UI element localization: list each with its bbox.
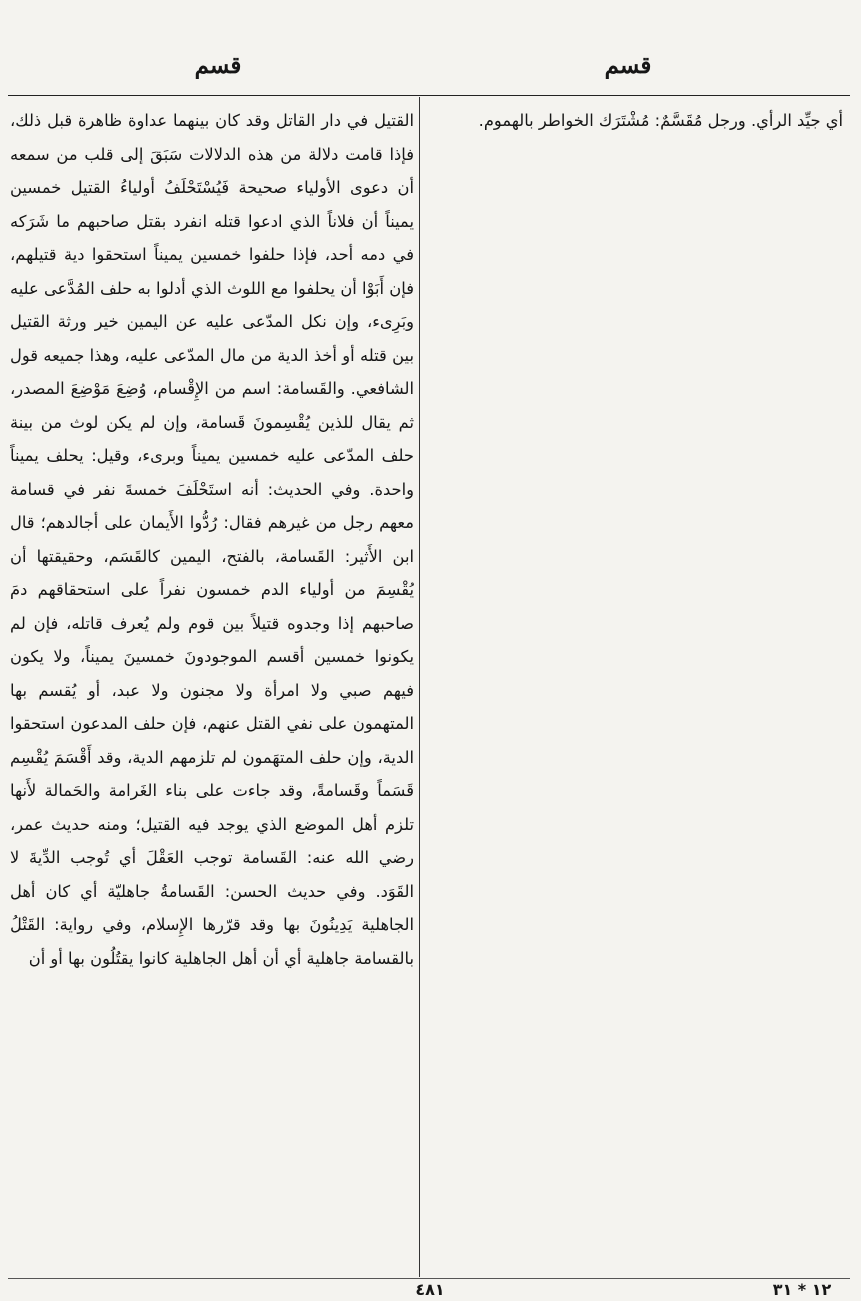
column-divider — [419, 97, 420, 1277]
paragraph: القتيل في دار القاتل وقد كان بينهما عداوة ظاهرة قبل ذلك، فإذا قامت دلالة من هذه الدلالات سَبَقَ إلى قلب من سمعه أن دعوى الأولياء صحيحة فَيُسْتَحْلَفُ أولياءُ القتيل خمسين يميناً أن فلاناً الذي ادعوا قتله انفرد بقتل صاحبهم ما شَرَكه في دمه أحد، فإذا حلفوا خمسين يميناً استحقوا دية قتيلهم، فإن أَبَوْا أن يحلفوا مع اللوث الذي أدلوا به حلف المُدَّعى عليه وبَرِىء، وإن نكل المدّعى عليه عن اليمين خير ورثة القتيل بين قتله أو أخذ الدية من مال المدّعى عليه، وهذا جميعه قول الشافعي. والقَسامة: اسم من الإِقْسام، وُضِعَ مَوْضِعَ المصدر، ثم يقال للذين يُقْسِمونَ قَسامة، وإن لم يكن لوث من بينة حلف المدّعى عليه خمسين يميناً وبرىء، وقيل: يحلف يميناً واحدة. وفي الحديث: أنه استَحْلَفَ خمسةَ نفر في قسامة معهم رجل من غيرهم فقال: رُدُّوا الأَيمان على أجالدهم؛ قال ابن الأَثير: القَسامة، بالفتح، اليمين كالقَسَم، وحقيقتها أن يُقْسِمَ من أولياء الدم خمسون نفراً على استحقاقهم دمَ صاحبهم إذا وجدوه قتيلاً بين قوم ولم يُعرف قاتله، فإن لم يكونوا خمسين أقسم الموجودونَ خمسينَ يميناً، ولا يكون فيهم صبي ولا امرأة ولا مجنون ولا عبد، أو يُقسم بها المتهمون على نفي القتل عنهم، فإن حلف المدعون استحقوا الدية، وإن حلف المتهَمون لم تلزمهم الدية، وقد أَقْسَمَ يُقْسِم قَسَماً وقَسامةً، وقد جاءت على بناء الغَرامة والحَمالة لأَنها تلزم أهل الموضع الذي يوجد فيه القتيل؛ ومنه حديث عمر، رضي الله عنه: القَسامة توجب العَقْلَ أي تُوجب الدِّيةَ لا القَوَد. وفي حديث الحسن: القَسامةُ جاهليّة أي كان أهل الجاهلية يَدِينُونَ بها وقد قرّرها الإِسلام، وفي رواية: القَتْلُ بالقسامة جاهلية أي أن أهل الجاهلية كانوا يقتُلُون بها أو أن — [10, 111, 414, 968]
paragraph: أي جيِّد الرأي. ورجل مُقَسَّمٌ: مُشْتَرَك الخواطر بالهموم. — [478, 111, 843, 130]
code-reference: ١٢ * ٣١ — [772, 1280, 832, 1299]
left-column — [10, 104, 414, 1284]
footer-rule — [8, 1278, 850, 1279]
right-column — [427, 104, 843, 1284]
header-rule — [8, 95, 850, 96]
page-number: ٤٨١ — [415, 1280, 445, 1299]
headword-right: قسم — [604, 52, 652, 79]
headword-left: قسم — [194, 52, 242, 79]
